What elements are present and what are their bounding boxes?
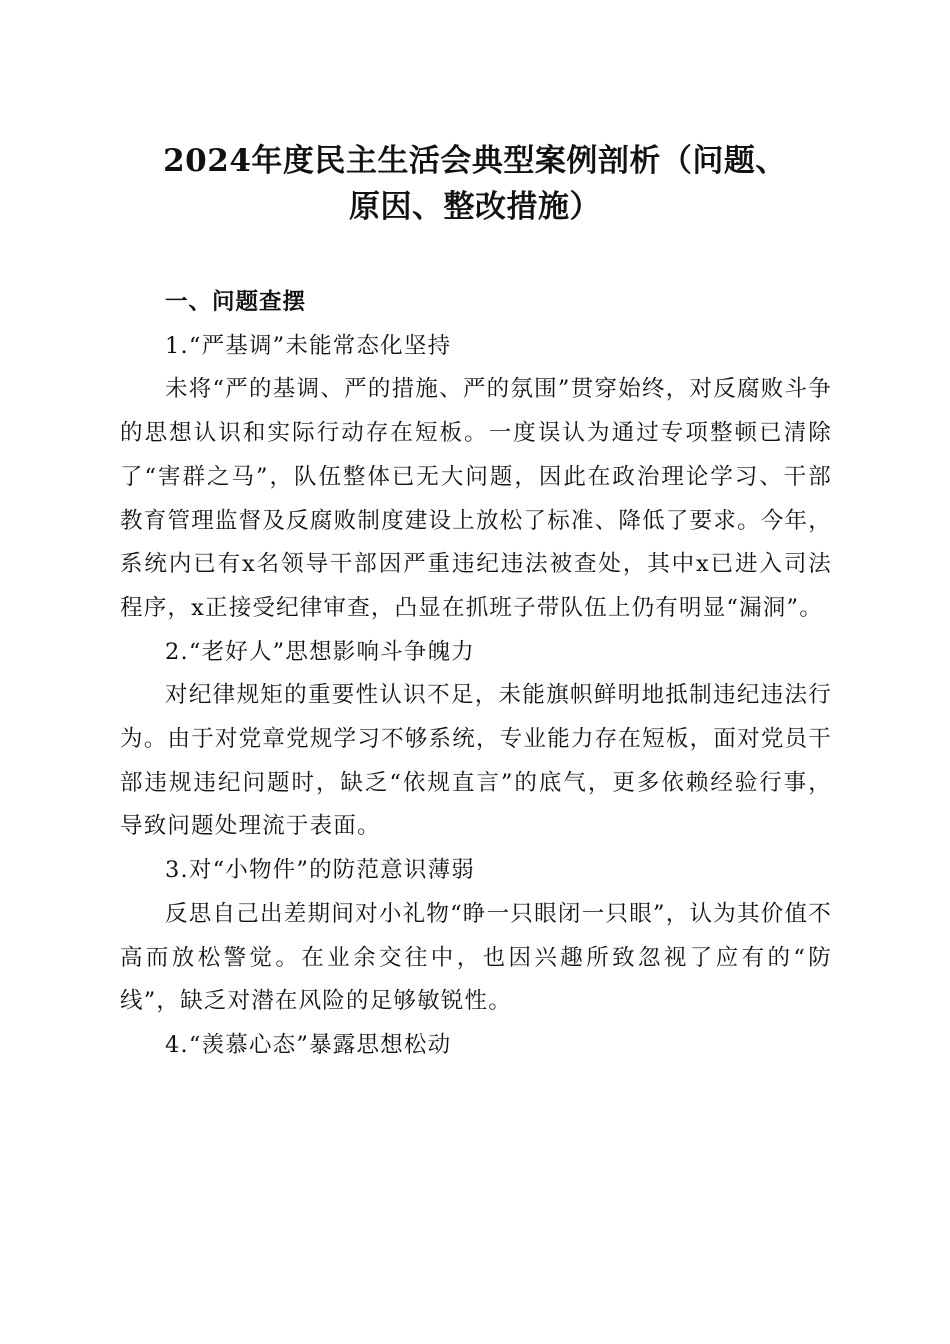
item-heading-4: 4.“羡慕心态”暴露思想松动 (165, 1031, 452, 1058)
item-heading-2: 2.“老好人”思想影响斗争魄力 (165, 638, 475, 665)
item-body-2: 对纪律规矩的重要性认识不足，未能旗帜鲜明地抵制违纪违法行为。由于对党章党规学习不够系统，专业能力存在短板，面对党员干部违规违纪问题时，缺乏“依规直言”的底气，更多依赖经验行事，导致问题处理流于表面。 (120, 682, 832, 840)
document-title-line-2: 原因、整改措施） (349, 189, 601, 225)
document-title (100, 138, 850, 230)
document-body (120, 281, 832, 1068)
item-body-1: 未将“严的基调、严的措施、严的氛围”贯穿始终，对反腐败斗争的思想认识和实际行动存在短板。一度误认为通过专项整顿已清除了“害群之马”，队伍整体已无大问题，因此在政治理论学习、干部教育管理监督及反腐败制度建设上放松了标准、降低了要求。今年，系统内已有x名领导干部因严重违纪违法被查处，其中x已进入司法程序，x正接受纪律审查，凸显在抓班子带队伍上仍有明显“漏洞”。 (120, 376, 832, 621)
item-heading-3: 3.对“小物件”的防范意识薄弱 (165, 857, 475, 884)
item-heading-1: 1.“严基调”未能常态化坚持 (165, 332, 452, 359)
document-title-line-1: 2024年度民主生活会典型案例剖析（问题、 (163, 143, 787, 179)
section-heading: 一、问题查摆 (165, 289, 307, 315)
item-body-3: 反思自己出差期间对小礼物“睁一只眼闭一只眼”，认为其价值不高而放松警觉。在业余交往中，也因兴趣所致忽视了应有的“防线”，缺乏对潜在风险的足够敏锐性。 (120, 900, 832, 1015)
